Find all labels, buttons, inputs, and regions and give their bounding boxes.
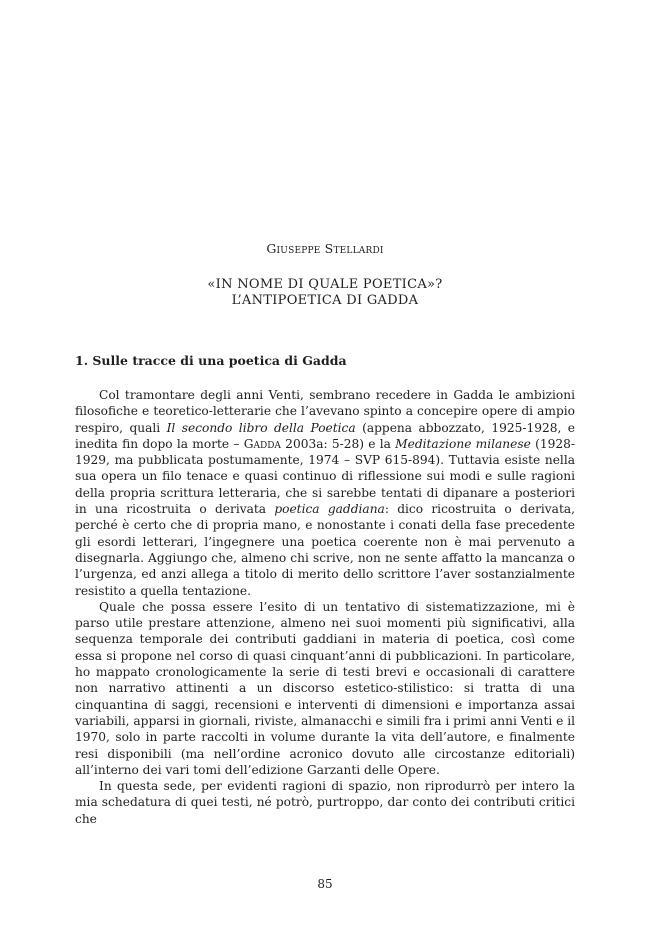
book-title-italic: Meditazione milanese: [395, 436, 531, 451]
term-italic: poetica gaddiana: [274, 502, 385, 517]
body-text: [75, 387, 575, 827]
paragraph-2: Quale che possa essere l’esito di un tentativo di sistematizzazione, mi è parso utile prestare attenzione, almeno nei suoi momenti più significativi, alla sequenza temporale dei contributi gaddiani in materia di poetica, così come essa si propone nel corso di quasi cinquant’anni di pubblicazioni. In particolare, ho mappato cronologicamente la serie di testi brevi e occasionali di carattere non narrativo attinenti a un discorso estetico-stilistico: si tratta di una cinquantina di saggi, recensioni e interventi di dimensioni e importanza assai variabili, apparsi in giornali, riviste, almanacchi e simili fra i primi anni Venti e il 1970, solo in parte raccolti in volume durante la vita dell’autore, e finalmente resi disponibili (ma nell’ordine acronico dovuto alle circostanze editoriali) all’interno dei vari tomi dell’edizione Garzanti delle Opere.: [75, 599, 576, 777]
text-run: (1928-1929, ma pubblicata postumamente, 1974 – SVP 615-894). Tuttavia esiste nella sua opera un filo tenace e quasi continuo di riflessione sui modi e sulle ragioni della propria scrittura letteraria, che si sarebbe tentati di dipanare a posteriori in una ricostruita o derivata: [75, 436, 575, 517]
paragraph-3: In questa sede, per evidenti ragioni di spazio, non riprodurrò per intero la mia schedatura di quei testi, né potrò, purtroppo, dar conto dei contributi critici che: [75, 779, 575, 826]
text-run: : dico ricostruita o derivata, perché è certo che di propria mano, e nonostante i conati della fase precedente gli esordi letterari, l’ingegnere una poetica coerente non è mai pervenuto a disegnarla. Aggiungo che, almeno chi scrive, non ne sente affatto la mancanza o l’urgenza, ed anzi allega a titolo di merito dello scrittore l’aver sostanzialmente resistito a quella tentazione.: [75, 502, 575, 598]
book-title-italic: Il secondo libro della Poetica: [166, 420, 356, 435]
text-run: 2003a: 5-28) e la: [280, 436, 396, 451]
text-run: Col tramontare degli anni Venti, sembrano recedere in Gadda le ambizioni filosofiche e teoretico-letterarie che l’avevano spinto a concepire opere di ampio respiro, quali: [75, 388, 575, 435]
author-smallcaps: Gadda: [243, 436, 281, 451]
text-run: (appena abbozzato, 1925-1928, e inedita fin dopo la morte –: [75, 420, 575, 451]
article-title: [0, 277, 650, 309]
paragraph-1: [75, 387, 575, 599]
author-name: Giuseppe Stellardi: [266, 241, 384, 256]
page-number: 85: [317, 877, 333, 891]
title-line-2: L’ANTIPOETICA DI GADDA: [231, 293, 419, 308]
title-line-1: «IN NOME DI QUALE POETICA»?: [207, 277, 443, 292]
section-heading: 1. Sulle tracce di una poetica di Gadda: [75, 353, 347, 368]
